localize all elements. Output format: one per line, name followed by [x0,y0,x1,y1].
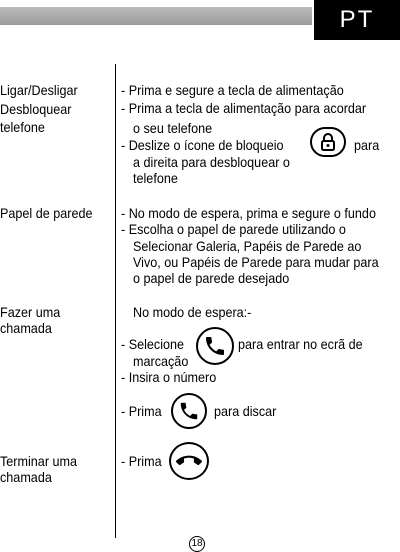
section-title-unlock-1: Desbloquear [0,101,72,117]
call-line-4: marcação [133,353,189,369]
unlock-line-2: o seu telefone [133,120,213,136]
call-line-5: - Insira o número [121,369,217,385]
section-title-end-call-2: chamada [0,469,52,485]
unlock-line-1: - Prima a tecla de alimentação para acordar [121,100,367,116]
unlock-line-4: para [354,137,380,153]
section-title-power: Ligar/Desligar [0,82,78,98]
wallpaper-line-4: Vivo, ou Papéis de Parede para mudar para [133,254,379,270]
call-line-3: para entrar no ecrã de [238,336,363,352]
section-title-call-1: Fazer uma [0,304,61,320]
end-call-line-1: - Prima [121,453,162,469]
section-title-end-call-1: Terminar uma [0,453,78,469]
section-title-wallpaper: Papel de parede [0,205,93,221]
wallpaper-line-1: - No modo de espera, prima e segure o fundo [121,205,376,221]
page-number: 18 [189,536,205,552]
header-bar [0,7,312,25]
phone-icon [171,393,207,429]
wallpaper-line-5: o papel de parede desejado [133,270,290,286]
power-line-1: - Prima e segure a tecla de alimentação [121,82,344,98]
call-line-1: No modo de espera:- [133,304,252,320]
language-badge: PT [314,0,400,40]
unlock-line-6: telefone [133,170,178,186]
end-call-icon [169,442,209,480]
phone-icon [196,327,234,365]
unlock-line-5: a direita para desbloquear o [133,154,290,170]
lock-icon [310,127,346,157]
call-line-6: - Prima [121,403,162,419]
column-divider [115,64,116,538]
wallpaper-line-3: Selecionar Galeria, Papéis de Parede ao [133,238,362,254]
unlock-line-3: - Deslize o ícone de bloqueio [121,137,284,153]
call-line-7: para discar [214,403,277,419]
section-title-unlock-2: telefone [0,119,45,135]
wallpaper-line-2: - Escolha o papel de parede utilizando o [121,221,346,237]
call-line-2: - Selecione [121,336,185,352]
section-title-call-2: chamada [0,320,52,336]
